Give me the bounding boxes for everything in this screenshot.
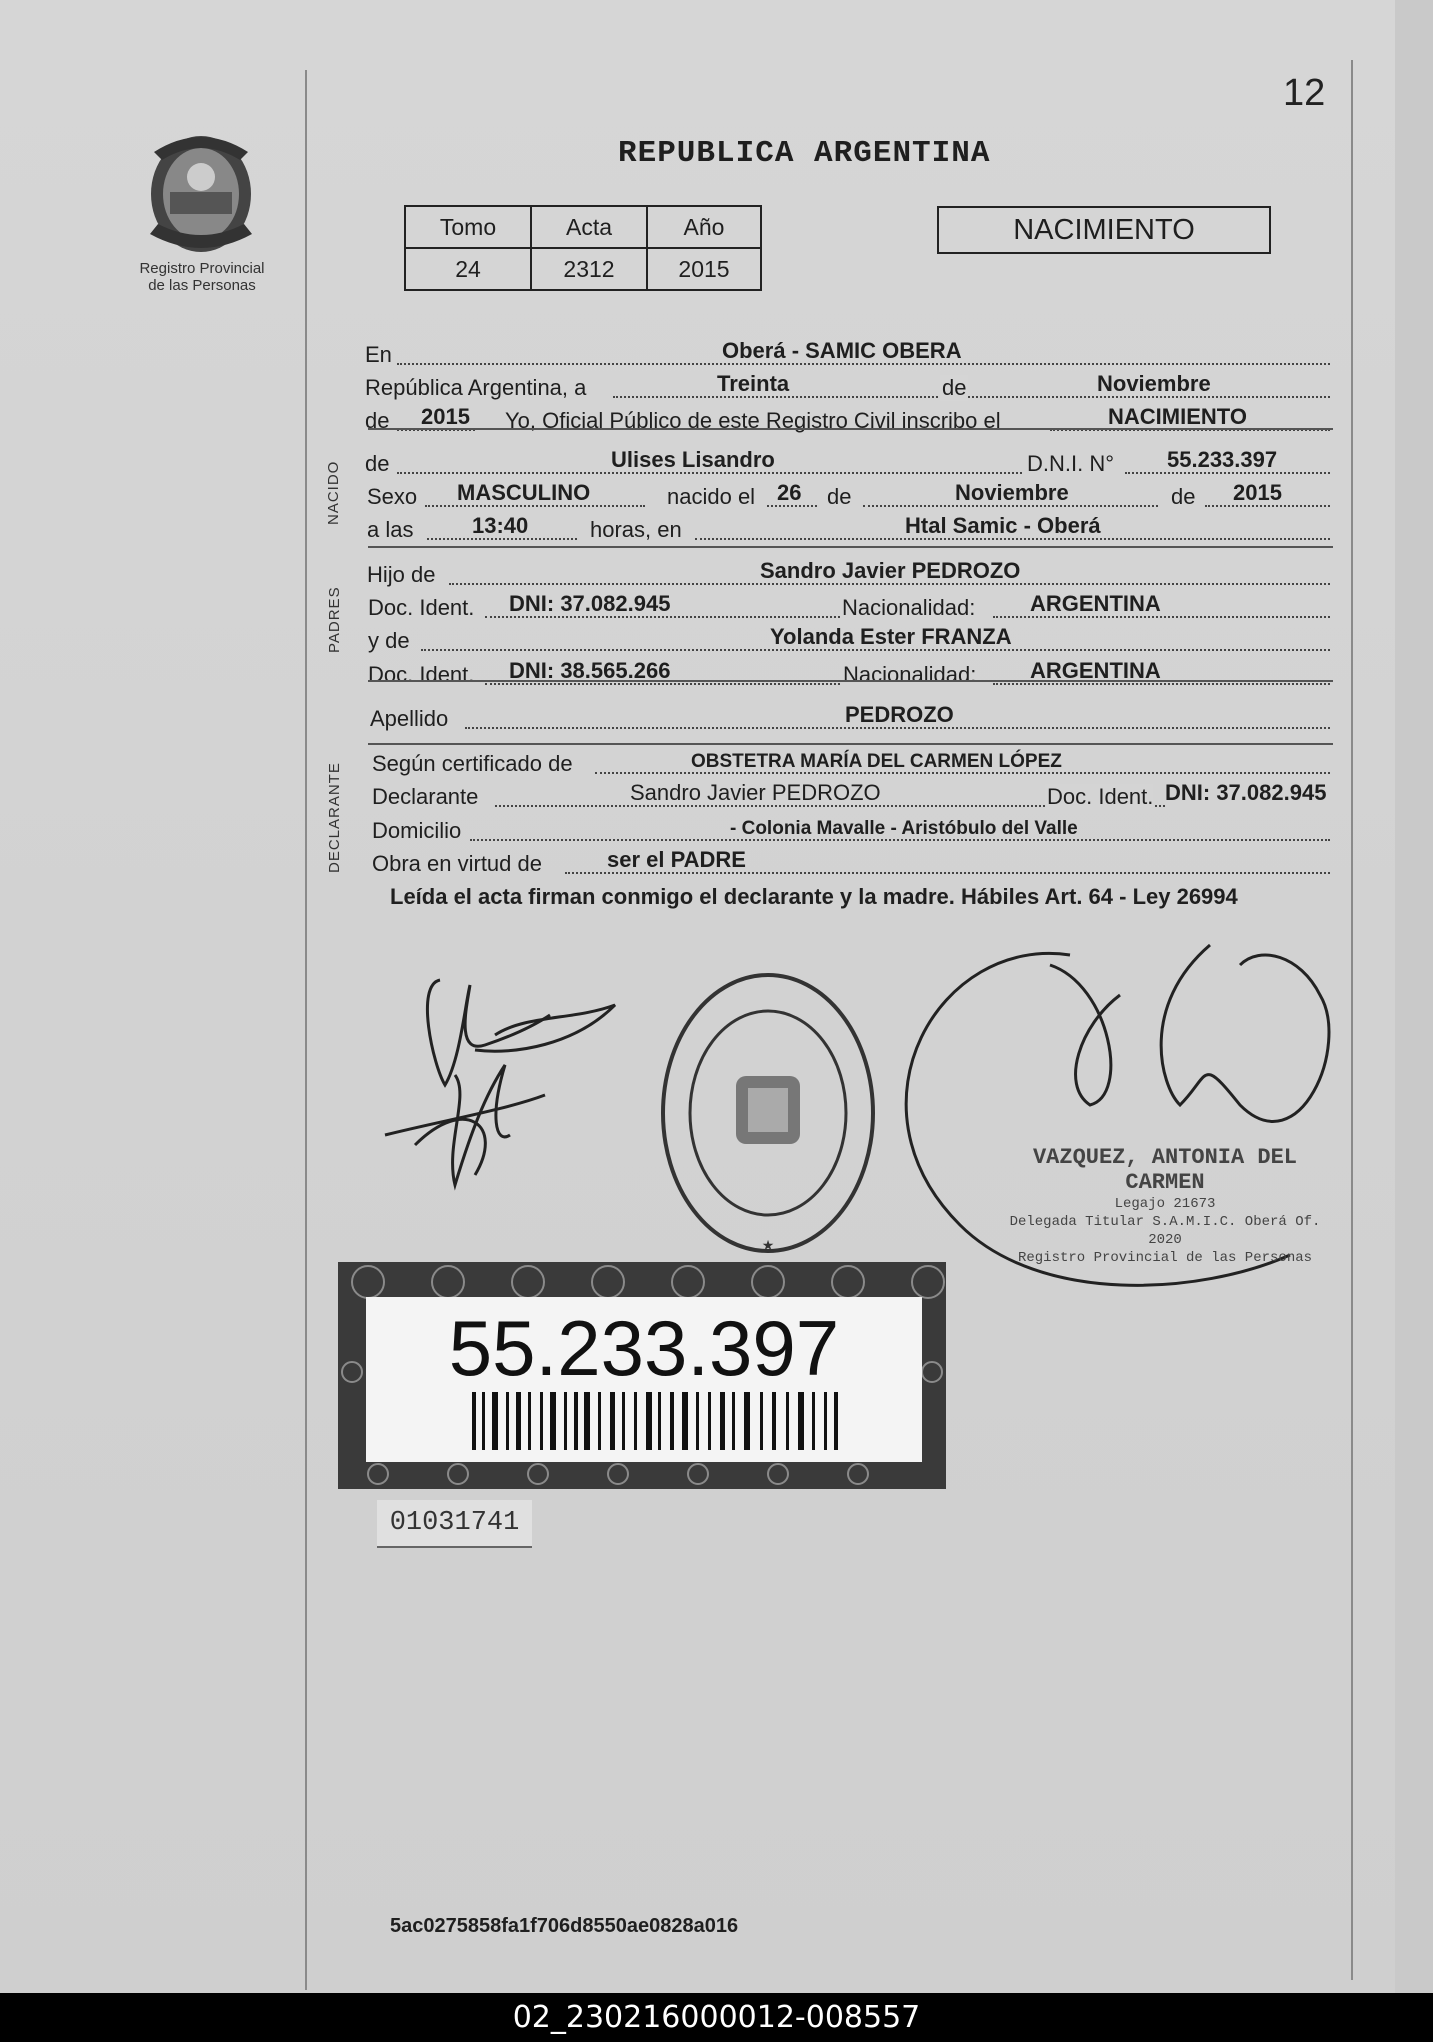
stamp-name: VAZQUEZ, ANTONIA DEL CARMEN <box>1032 1145 1298 1195</box>
value-lugar: Oberá - SAMIC OBERA <box>722 338 962 363</box>
label-dni: D.N.I. N° <box>1027 451 1115 476</box>
row-nombre <box>365 445 1330 477</box>
value-mes-nac: Noviembre <box>955 480 1069 505</box>
section-padres: PADRES <box>326 586 343 653</box>
legal-text: Leída el acta firman conmigo el declarante y la madre. Hábiles Art. 64 - Ley 26994 <box>390 884 1238 909</box>
label-sexo: Sexo <box>367 484 418 509</box>
stamp-cargo: Delegada Titular S.A.M.I.C. Oberá Of. 2020 <box>1009 1214 1321 1248</box>
row-en <box>365 336 1330 368</box>
label-nac-madre: Nacionalidad: <box>843 662 977 687</box>
row-padre-doc <box>365 589 1330 621</box>
value-dni: 55.233.397 <box>1167 447 1278 472</box>
row-hora <box>365 511 1330 543</box>
left-margin-line <box>305 70 307 1990</box>
svg-text:★: ★ <box>761 1238 775 1254</box>
logo-caption-line2: de las Personas <box>148 277 256 294</box>
row-apellido <box>365 700 1330 732</box>
row-declarante <box>365 778 1330 810</box>
page-number: 12 <box>1283 72 1326 114</box>
document-title: REPUBLICA ARGENTINA <box>618 136 991 171</box>
value-dia-texto: Treinta <box>717 371 790 396</box>
value-domicilio: - Colonia Mavalle - Aristóbulo del Valle <box>730 818 1078 839</box>
value-obra: ser el PADRE <box>607 847 746 872</box>
value-apellido: PEDROZO <box>845 702 954 727</box>
value-declarante-doc: DNI: 37.082.945 <box>1165 780 1327 805</box>
value-anio: 2015 <box>647 248 761 290</box>
label-de-anio-nac: de <box>1171 484 1196 509</box>
header-anio: Año <box>647 206 761 248</box>
header-tomo: Tomo <box>405 206 531 248</box>
row-madre-doc <box>365 656 1330 688</box>
label-hijo-de: Hijo de <box>367 562 436 587</box>
label-doc-padre: Doc. Ident. <box>368 595 475 620</box>
label-domicilio: Domicilio <box>372 818 462 843</box>
section-declarante: DECLARANTE <box>326 762 343 873</box>
label-doc-madre: Doc. Ident. <box>368 662 475 687</box>
value-madre-nac: ARGENTINA <box>1030 658 1161 683</box>
stamp-legajo: Legajo 21673 <box>1114 1196 1216 1212</box>
row-domicilio <box>365 812 1330 844</box>
label-nac-padre: Nacionalidad: <box>842 595 976 620</box>
value-padre-doc: DNI: 37.082.945 <box>509 591 671 616</box>
coat-of-arms-logo <box>140 122 262 260</box>
label-de-mes: de <box>942 375 967 400</box>
value-madre: Yolanda Ester FRANZA <box>770 624 1012 649</box>
value-hora: 13:40 <box>472 513 529 538</box>
value-nombre: Ulises Lisandro <box>611 447 775 472</box>
label-de-mes-nac: de <box>827 484 852 509</box>
value-acta: 2312 <box>531 248 647 290</box>
label-en: En <box>365 342 392 367</box>
label-de-anio: de <box>365 408 390 433</box>
label-segun: Según certificado de <box>372 751 573 776</box>
stamp-org: Registro Provincial de las Personas <box>1017 1250 1313 1266</box>
row-republica <box>365 369 1330 401</box>
section-nacido: NACIDO <box>325 460 342 525</box>
value-lugar-nac: Htal Samic - Oberá <box>905 513 1101 538</box>
row-obra <box>365 845 1330 877</box>
value-padre: Sandro Javier PEDROZO <box>760 558 1021 583</box>
label-republica: República Argentina, a <box>365 375 587 400</box>
record-table <box>404 205 762 291</box>
label-apellido: Apellido <box>370 706 449 731</box>
value-sexo: MASCULINO <box>457 480 591 505</box>
value-tipo: NACIMIENTO <box>1108 404 1247 429</box>
value-anio-nac: 2015 <box>1233 480 1282 505</box>
label-obra: Obra en virtud de <box>372 851 542 876</box>
logo-caption-line1: Registro Provincial <box>139 260 265 277</box>
declarant-signature <box>375 945 635 1195</box>
label-de-nombre: de <box>365 451 390 476</box>
label-y-de: y de <box>368 628 410 653</box>
value-tomo: 24 <box>405 248 531 290</box>
official-seal <box>656 968 880 1258</box>
value-anio: 2015 <box>421 404 470 429</box>
row-sexo <box>365 478 1330 510</box>
barcode <box>470 1392 840 1450</box>
logo-caption <box>120 260 284 294</box>
header-acta: Acta <box>531 206 647 248</box>
label-horas-en: horas, en <box>590 517 682 542</box>
label-yo: Yo, Oficial Público de este Registro Civil inscribo el <box>505 408 1001 433</box>
label-declarante: Declarante <box>372 784 479 809</box>
label-nacido-el: nacido el <box>667 484 756 509</box>
row-certificado <box>365 745 1330 777</box>
row-madre <box>365 622 1330 654</box>
record-type-box: NACIMIENTO <box>937 206 1271 254</box>
serial-number: 01031741 <box>377 1500 532 1548</box>
row-padre <box>365 556 1330 588</box>
footer-id: 02_230216000012-008557 <box>0 1993 1433 2042</box>
value-certificado: OBSTETRA MARÍA DEL CARMEN LÓPEZ <box>691 751 1062 772</box>
value-padre-nac: ARGENTINA <box>1030 591 1161 616</box>
label-a-las: a las <box>367 517 414 542</box>
document-hash: 5ac0275858fa1f706d8550ae0828a016 <box>390 1915 739 1937</box>
label-dni-number: 55.233.397 <box>448 1304 840 1392</box>
value-mes: Noviembre <box>1097 371 1211 396</box>
value-dia-nac: 26 <box>777 480 802 505</box>
official-stamp <box>1000 1145 1330 1267</box>
label-doc-declarante: Doc. Ident. <box>1047 784 1154 809</box>
value-madre-doc: DNI: 38.565.266 <box>509 658 671 683</box>
value-declarante: Sandro Javier PEDROZO <box>630 780 881 805</box>
